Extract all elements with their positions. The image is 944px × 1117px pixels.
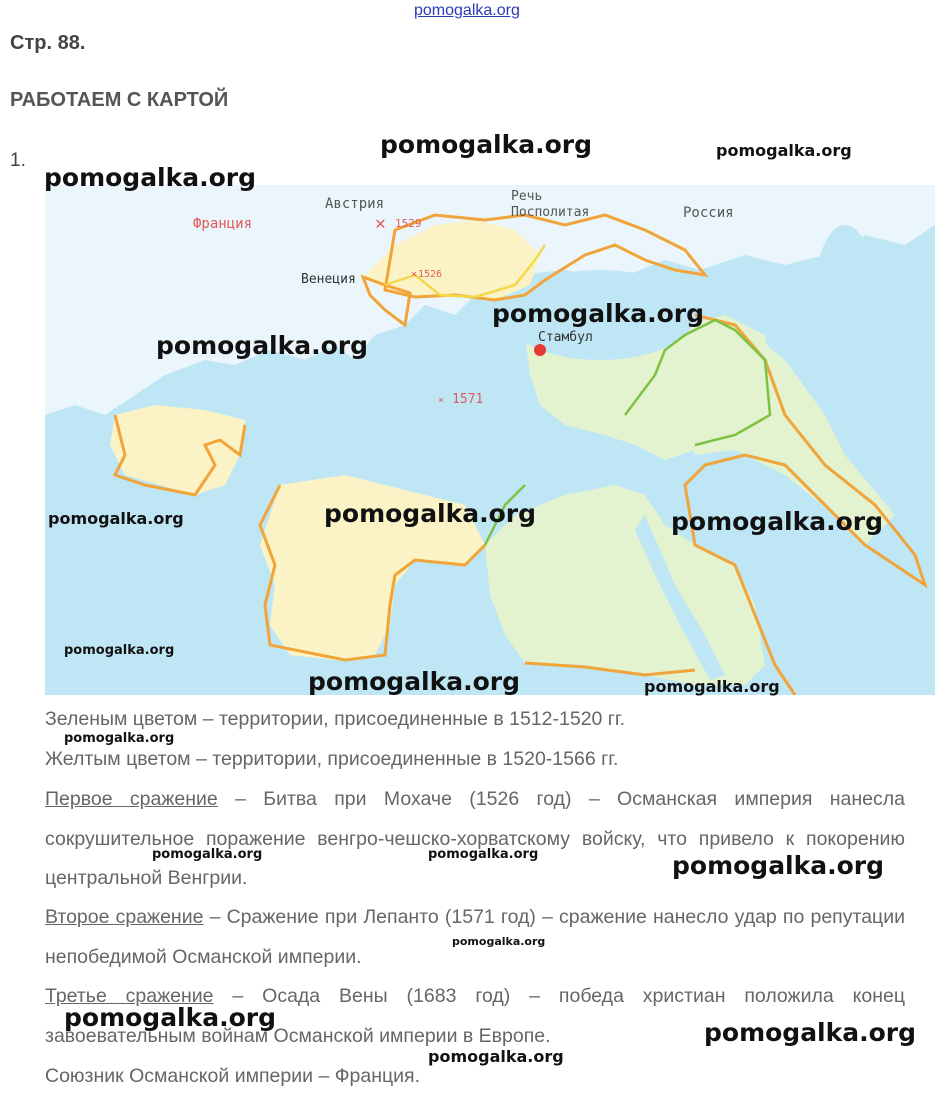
watermark: pomogalka.org <box>704 1018 917 1047</box>
green-legend-text: Зеленым цветом – территории, присоединенные в 1512-1520 гг. <box>45 708 626 730</box>
map-label-battle-1571: 1571 <box>452 392 484 407</box>
map-caspian-sea <box>815 225 875 365</box>
watermark: pomogalka.org <box>152 847 263 862</box>
watermark: pomogalka.org <box>428 847 539 862</box>
map-label-venice: Венеция <box>301 272 356 287</box>
battle-cross-1571: × <box>438 395 445 406</box>
istanbul-marker <box>534 344 546 356</box>
watermark: pomogalka.org <box>672 851 885 880</box>
watermark: pomogalka.org <box>644 677 780 696</box>
watermark: pomogalka.org <box>64 731 175 746</box>
watermark: pomogalka.org <box>452 935 546 948</box>
watermark: pomogalka.org <box>44 163 257 192</box>
third-battle-label: Третье сражение <box>45 985 214 1007</box>
map-label-battle-1529: 1529 <box>395 217 422 230</box>
map-label-austria: Австрия <box>325 196 385 212</box>
watermark: pomogalka.org <box>380 130 593 159</box>
watermark: pomogalka.org <box>428 1047 564 1066</box>
watermark: pomogalka.org <box>308 667 521 696</box>
map-label-rzecz-2: Посполитая <box>511 205 590 220</box>
watermark: pomogalka.org <box>324 499 537 528</box>
ottoman-empire-map <box>45 185 935 695</box>
second-battle-label: Второе сражение <box>45 906 204 928</box>
battle-cross-1526: × <box>411 269 418 280</box>
map-label-russia: Россия <box>683 205 734 221</box>
first-battle-text: – Битва при Мохаче (1526 год) – Османская империя нанесла сокрушительное поражение венгро-чешско-хорватскому войску, что привело к покорению центральной Венгрии. <box>45 788 905 889</box>
second-battle-text: – Сражение при Лепанто (1571 год) – сражение нанесло удар по репутации непобедимой Османской империи. <box>45 906 905 968</box>
map-label-istanbul: Стамбул <box>538 330 593 345</box>
battle-cross-1529: ✕ <box>375 213 386 234</box>
first-battle-label: Первое сражение <box>45 788 218 810</box>
ally-text: Союзник Османской империи – Франция. <box>45 1065 421 1087</box>
watermark: pomogalka.org <box>64 643 175 658</box>
task-number: 1. <box>10 150 26 171</box>
first-battle-paragraph <box>45 780 905 899</box>
map-label-france: Франция <box>193 216 253 232</box>
yellow-legend-text: Желтым цветом – территории, присоединенные в 1520-1566 гг. <box>45 748 619 770</box>
watermark: pomogalka.org <box>671 507 884 536</box>
watermark: pomogalka.org <box>156 331 369 360</box>
map-label-battle-1526: 1526 <box>418 269 443 280</box>
section-title: РАБОТАЕМ С КАРТОЙ <box>10 89 229 111</box>
watermark: pomogalka.org <box>492 299 705 328</box>
third-battle-text: – Осада Вены (1683 год) – победа христиан положила конец завоевательным войнам Османской империи в Европе. <box>45 985 905 1047</box>
page-reference: Стр. 88. <box>10 32 86 54</box>
watermark: pomogalka.org <box>64 1003 277 1032</box>
watermark: pomogalka.org <box>48 509 184 528</box>
map-label-rzecz-1: Речь <box>511 189 543 204</box>
site-link[interactable]: pomogalka.org <box>414 2 520 19</box>
watermark: pomogalka.org <box>716 141 852 160</box>
